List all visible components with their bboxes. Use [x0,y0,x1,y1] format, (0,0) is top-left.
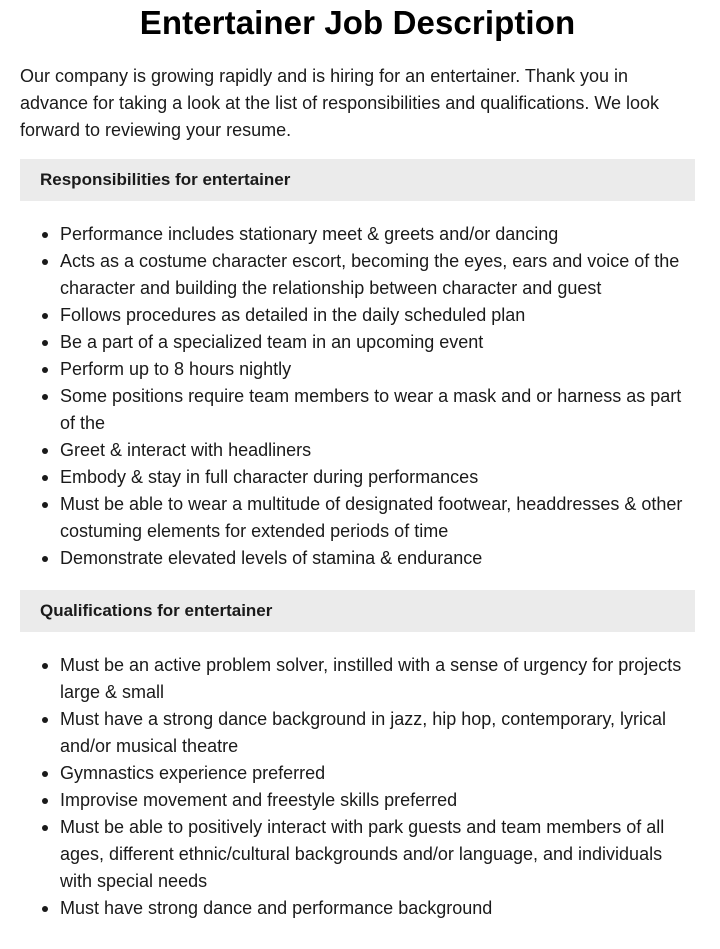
list-item: Must be able to wear a multitude of designated footwear, headdresses & other costuming elements for extended periods of time [60,491,695,545]
list-item: Must have strong dance and performance background [60,895,695,922]
responsibilities-list [20,221,695,572]
list-item: Gymnastics experience preferred [60,760,695,787]
list-item: Perform up to 8 hours nightly [60,356,695,383]
qualifications-header [20,590,695,632]
list-item: Follows procedures as detailed in the daily scheduled plan [60,302,695,329]
list-item: Acts as a costume character escort, becoming the eyes, ears and voice of the character and building the relationship between character and guest [60,248,695,302]
qualifications-heading: Qualifications for entertainer [40,601,273,620]
list-item: Embody & stay in full character during performances [60,464,695,491]
list-item: Performance includes stationary meet & greets and/or dancing [60,221,695,248]
list-item: Must be able to positively interact with park guests and team members of all ages, different ethnic/cultural backgrounds and/or language, and individuals with special needs [60,814,695,895]
list-item: Must be an active problem solver, instilled with a sense of urgency for projects large & small [60,652,695,706]
list-item: Must have a strong dance background in jazz, hip hop, contemporary, lyrical and/or musical theatre [60,706,695,760]
page-title: Entertainer Job Description [139,4,576,41]
qualifications-list [20,652,695,922]
list-item: Demonstrate elevated levels of stamina & endurance [60,545,695,572]
responsibilities-heading: Responsibilities for entertainer [40,170,291,189]
list-item: Improvise movement and freestyle skills preferred [60,787,695,814]
list-item: Greet & interact with headliners [60,437,695,464]
responsibilities-header [20,159,695,201]
list-item: Be a part of a specialized team in an upcoming event [60,329,695,356]
intro-paragraph: Our company is growing rapidly and is hiring for an entertainer. Thank you in advance for taking a look at the list of responsibilities and qualifications. We look forward to reviewing your resume. [20,66,660,140]
list-item: Some positions require team members to wear a mask and or harness as part of the [60,383,695,437]
